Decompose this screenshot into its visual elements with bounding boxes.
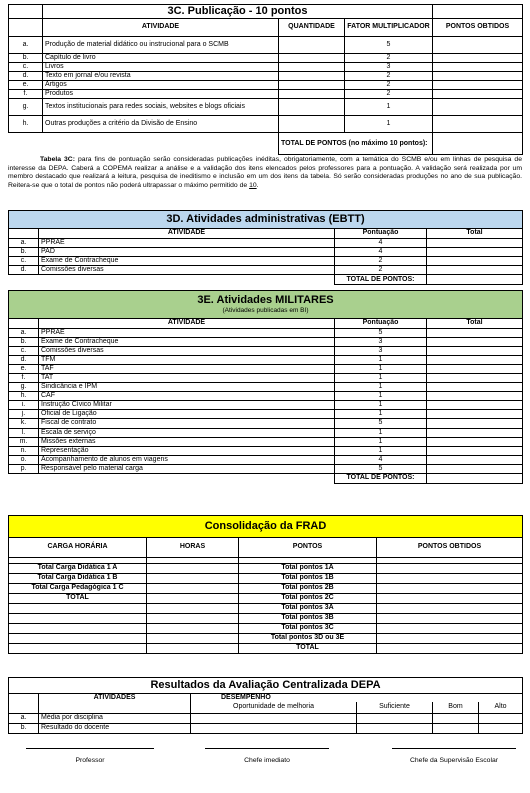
- mil-row: [9, 329, 523, 338]
- row-pontuacao: 1: [335, 365, 427, 374]
- mil-row: [9, 428, 523, 437]
- adm-row: [9, 239, 523, 248]
- row-pontos-obtidos[interactable]: [433, 37, 523, 54]
- row-total[interactable]: [427, 329, 523, 338]
- frad-row: [9, 584, 523, 594]
- frad-carga: [9, 644, 147, 654]
- row-letter: b.: [9, 723, 39, 733]
- signature-chefe-imediato: Chefe imediato: [205, 748, 329, 765]
- depa-row: [9, 713, 523, 723]
- publicacao-row: [9, 72, 523, 81]
- mil-row: [9, 419, 523, 428]
- row-letter: f.: [9, 374, 39, 383]
- row-pontos-obtidos[interactable]: [433, 81, 523, 90]
- row-total[interactable]: [427, 383, 523, 392]
- header-fator: FATOR MULTIPLICADOR: [345, 19, 433, 37]
- row-letter: b.: [9, 54, 43, 63]
- frad-header-horas: HORAS: [147, 538, 239, 558]
- frad-horas[interactable]: [147, 584, 239, 594]
- row-atividade: Produção de material didático ou instrucional para o SCMB: [43, 37, 279, 54]
- row-total[interactable]: [427, 374, 523, 383]
- signature-professor: Professor: [26, 748, 154, 765]
- tabela-3c-note: Tabela 3C: para fins de pontuação serão consideradas publicações inéditas, obrigatoriamente, com a temática do SCMB e/ou em linhas de pesquisa de interesse da DEPA. Caberá a COPEMA realizar a análise e a validação dos itens elencados pelos professores para a pontuação. A validação será realizada por um membro destacado que realizará a leitura, pesquisa de ineditismo e inclusão em um dos itens da tabela. Só serão consideradas produções no ano de sua publicação. Reitera-se que o total de pontos não poderá ultrapassar o máximo permitido de 10.: [8, 156, 522, 190]
- section-administrativas: [8, 210, 522, 285]
- row-total[interactable]: [427, 338, 523, 347]
- publicacao-total-value[interactable]: [433, 133, 523, 155]
- row-quantidade[interactable]: [279, 54, 345, 63]
- section-publicacao: [8, 4, 522, 155]
- row-atividade: Representação: [39, 446, 335, 455]
- frad-obtidos[interactable]: [377, 604, 523, 614]
- mil-header-atividade: ATIVIDADE: [39, 319, 335, 329]
- row-atividade: Textos institucionais para redes sociais, websites e blogs oficiais: [43, 99, 279, 116]
- frad-carga: Total Carga Didática 1 A: [9, 564, 147, 574]
- adm-header-total: Total: [427, 229, 523, 239]
- frad-horas[interactable]: [147, 594, 239, 604]
- row-letter: p.: [9, 464, 39, 473]
- row-pontuacao: 5: [335, 329, 427, 338]
- row-letter: a.: [9, 37, 43, 54]
- frad-carga: TOTAL: [9, 594, 147, 604]
- row-total[interactable]: [427, 464, 523, 473]
- frad-horas[interactable]: [147, 614, 239, 624]
- depa-level-oportunidade: Oportunidade de melhoria: [191, 702, 357, 713]
- row-pontuacao: 4: [335, 248, 427, 257]
- row-atividade: Comissões diversas: [39, 347, 335, 356]
- frad-obtidos[interactable]: [377, 644, 523, 654]
- row-atividade: Acompanhamento de alunos em viagens: [39, 455, 335, 464]
- mil-row: [9, 437, 523, 446]
- publicacao-row: [9, 116, 523, 133]
- row-fator: 1: [345, 99, 433, 116]
- frad-obtidos[interactable]: [377, 634, 523, 644]
- row-atividade: CAF: [39, 392, 335, 401]
- publicacao-title: 3C. Publicação - 10 pontos: [43, 5, 433, 19]
- frad-horas[interactable]: [147, 564, 239, 574]
- row-atividade: Sindicância e IPM: [39, 383, 335, 392]
- frad-pontos: Total pontos 3D ou 3E: [239, 634, 377, 644]
- row-pontuacao: 2: [335, 266, 427, 275]
- section-depa: [8, 677, 522, 734]
- row-fator: 2: [345, 72, 433, 81]
- depa-level-suficiente: Suficiente: [357, 702, 433, 713]
- row-letter: d.: [9, 356, 39, 365]
- row-quantidade[interactable]: [279, 72, 345, 81]
- row-letter: j.: [9, 410, 39, 419]
- frad-pontos: TOTAL: [239, 644, 377, 654]
- depa-level-bom: Bom: [433, 702, 479, 713]
- adm-row: [9, 257, 523, 266]
- row-letter: e.: [9, 81, 43, 90]
- mil-row: [9, 338, 523, 347]
- adm-header-atividade: ATIVIDADE: [39, 229, 335, 239]
- row-letter: k.: [9, 419, 39, 428]
- depa-level-cell[interactable]: [479, 713, 523, 723]
- row-letter: b.: [9, 338, 39, 347]
- row-atividade: Média por disciplina: [39, 713, 191, 723]
- row-pontuacao: 3: [335, 347, 427, 356]
- mil-row: [9, 464, 523, 473]
- frad-pontos: Total pontos 2C: [239, 594, 377, 604]
- row-atividade: Resultado do docente: [39, 723, 191, 733]
- mil-header-pontuacao: Pontuação: [335, 319, 427, 329]
- publicacao-row: [9, 63, 523, 72]
- row-atividade: PPRAE: [39, 329, 335, 338]
- frad-horas[interactable]: [147, 604, 239, 614]
- row-atividade: Texto em jornal e/ou revista: [43, 72, 279, 81]
- publicacao-row: [9, 99, 523, 116]
- row-pontuacao: 1: [335, 410, 427, 419]
- row-total[interactable]: [427, 365, 523, 374]
- row-pontuacao: 3: [335, 338, 427, 347]
- row-pontuacao: 4: [335, 455, 427, 464]
- row-fator: 5: [345, 37, 433, 54]
- publicacao-row: [9, 90, 523, 99]
- row-pontuacao: 1: [335, 437, 427, 446]
- header-atividade: ATIVIDADE: [43, 19, 279, 37]
- row-atividade: TFM: [39, 356, 335, 365]
- row-total[interactable]: [427, 248, 523, 257]
- row-atividade: Outras produções a critério da Divisão de Ensino: [43, 116, 279, 133]
- frad-obtidos[interactable]: [377, 614, 523, 624]
- depa-level-alto: Alto: [479, 702, 523, 713]
- mil-total-label: TOTAL DE PONTOS:: [335, 473, 427, 483]
- row-pontuacao: 2: [335, 257, 427, 266]
- row-fator: 2: [345, 81, 433, 90]
- frad-row: [9, 604, 523, 614]
- row-letter: d.: [9, 72, 43, 81]
- row-quantidade[interactable]: [279, 99, 345, 116]
- section-militares: [8, 290, 522, 484]
- frad-carga: [9, 634, 147, 644]
- mil-row: [9, 383, 523, 392]
- mil-row: [9, 365, 523, 374]
- row-letter: a.: [9, 239, 39, 248]
- depa-level-cell[interactable]: [479, 723, 523, 733]
- frad-carga: Total Carga Pedagógica 1 C: [9, 584, 147, 594]
- row-total[interactable]: [427, 239, 523, 248]
- militares-title: 3E. Atividades MILITARES (Atividades publicadas em BI): [9, 291, 523, 319]
- row-letter: a.: [9, 713, 39, 723]
- frad-carga: [9, 604, 147, 614]
- row-pontos-obtidos[interactable]: [433, 54, 523, 63]
- row-fator: 3: [345, 63, 433, 72]
- row-letter: l.: [9, 428, 39, 437]
- militares-subtitle: (Atividades publicadas em BI): [222, 307, 309, 315]
- row-fator: 2: [345, 54, 433, 63]
- row-atividade: Fiscal de contrato: [39, 419, 335, 428]
- row-pontuacao: 1: [335, 401, 427, 410]
- row-atividade: Exame de Contracheque: [39, 257, 335, 266]
- row-atividade: Responsável pelo material carga: [39, 464, 335, 473]
- frad-horas[interactable]: [147, 634, 239, 644]
- row-total[interactable]: [427, 266, 523, 275]
- row-letter: c.: [9, 257, 39, 266]
- publicacao-total-label: TOTAL DE PONTOS (no máximo 10 pontos):: [279, 133, 433, 155]
- row-fator: 1: [345, 116, 433, 133]
- adm-header-pontuacao: Pontuação: [335, 229, 427, 239]
- frad-pontos: Total pontos 3B: [239, 614, 377, 624]
- administrativas-title: 3D. Atividades administrativas (EBTT): [9, 211, 523, 229]
- row-fator: 2: [345, 90, 433, 99]
- mil-row: [9, 347, 523, 356]
- row-total[interactable]: [427, 347, 523, 356]
- row-pontos-obtidos[interactable]: [433, 72, 523, 81]
- row-atividade: Exame de Contracheque: [39, 338, 335, 347]
- frad-pontos: Total pontos 3C: [239, 624, 377, 634]
- row-pontuacao: 1: [335, 428, 427, 437]
- row-atividade: Capítulo de livro: [43, 54, 279, 63]
- frad-row: [9, 644, 523, 654]
- row-pontos-obtidos[interactable]: [433, 116, 523, 133]
- row-letter: h.: [9, 116, 43, 133]
- section-frad: [8, 515, 522, 654]
- frad-horas[interactable]: [147, 624, 239, 634]
- row-letter: f.: [9, 90, 43, 99]
- row-quantidade[interactable]: [279, 37, 345, 54]
- frad-table: [8, 515, 523, 654]
- row-atividade: PPRAE: [39, 239, 335, 248]
- row-quantidade[interactable]: [279, 81, 345, 90]
- publicacao-row: [9, 81, 523, 90]
- mil-row: [9, 455, 523, 464]
- row-letter: m.: [9, 437, 39, 446]
- frad-title: Consolidação da FRAD: [9, 516, 523, 538]
- row-pontuacao: 5: [335, 419, 427, 428]
- depa-table: [8, 677, 523, 734]
- row-pontos-obtidos[interactable]: [433, 63, 523, 72]
- signature-chefe-supervisao: Chefe da Supervisão Escolar: [392, 748, 516, 765]
- frad-obtidos[interactable]: [377, 564, 523, 574]
- depa-row: [9, 723, 523, 733]
- row-letter: h.: [9, 392, 39, 401]
- depa-level-cell[interactable]: [433, 713, 479, 723]
- row-letter: d.: [9, 266, 39, 275]
- depa-level-cell[interactable]: [357, 723, 433, 733]
- row-atividade: Livros: [43, 63, 279, 72]
- frad-row: [9, 624, 523, 634]
- row-pontos-obtidos[interactable]: [433, 90, 523, 99]
- frad-pontos: Total pontos 2B: [239, 584, 377, 594]
- row-letter: b.: [9, 248, 39, 257]
- mil-row: [9, 392, 523, 401]
- row-total[interactable]: [427, 401, 523, 410]
- row-total[interactable]: [427, 419, 523, 428]
- frad-horas[interactable]: [147, 574, 239, 584]
- adm-row: [9, 248, 523, 257]
- frad-row: [9, 614, 523, 624]
- row-atividade: Comissões diversas: [39, 266, 335, 275]
- frad-header-carga: CARGA HORÁRIA: [9, 538, 147, 558]
- row-quantidade[interactable]: [279, 90, 345, 99]
- frad-carga: Total Carga Didática 1 B: [9, 574, 147, 584]
- row-pontos-obtidos[interactable]: [433, 99, 523, 116]
- row-total[interactable]: [427, 428, 523, 437]
- row-total[interactable]: [427, 455, 523, 464]
- mil-row: [9, 401, 523, 410]
- adm-row: [9, 266, 523, 275]
- row-letter: g.: [9, 383, 39, 392]
- header-pontos-obtidos: PONTOS OBTIDOS: [433, 19, 523, 37]
- frad-carga: [9, 614, 147, 624]
- frad-header-obtidos: PONTOS OBTIDOS: [377, 538, 523, 558]
- frad-carga: [9, 624, 147, 634]
- row-quantidade[interactable]: [279, 63, 345, 72]
- row-letter: o.: [9, 455, 39, 464]
- frad-obtidos[interactable]: [377, 584, 523, 594]
- row-pontuacao: 1: [335, 392, 427, 401]
- frad-row: [9, 594, 523, 604]
- row-total[interactable]: [427, 356, 523, 365]
- header-quantidade: QUANTIDADE: [279, 19, 345, 37]
- mil-header-total: Total: [427, 319, 523, 329]
- depa-header-desempenho: DESEMPENHO: [191, 694, 357, 703]
- mil-total-value[interactable]: [427, 473, 523, 483]
- row-atividade: Artigos: [43, 81, 279, 90]
- row-total[interactable]: [427, 257, 523, 266]
- row-quantidade[interactable]: [279, 116, 345, 133]
- frad-row: [9, 634, 523, 644]
- mil-row: [9, 446, 523, 455]
- frad-row: [9, 564, 523, 574]
- frad-obtidos[interactable]: [377, 574, 523, 584]
- row-total[interactable]: [427, 410, 523, 419]
- row-letter: i.: [9, 401, 39, 410]
- depa-level-cell[interactable]: [191, 713, 357, 723]
- frad-row: [9, 574, 523, 584]
- depa-header-atividades: ATIVIDADES: [39, 694, 191, 703]
- row-atividade: Missões externas: [39, 437, 335, 446]
- row-atividade: Oficial de Ligação: [39, 410, 335, 419]
- row-pontuacao: 1: [335, 446, 427, 455]
- row-atividade: Escala de serviço: [39, 428, 335, 437]
- frad-pontos: Total pontos 3A: [239, 604, 377, 614]
- administrativas-table: [8, 210, 523, 285]
- frad-obtidos[interactable]: [377, 624, 523, 634]
- publicacao-row: [9, 37, 523, 54]
- row-pontuacao: 5: [335, 464, 427, 473]
- row-letter: a.: [9, 329, 39, 338]
- mil-row: [9, 410, 523, 419]
- publicacao-row: [9, 54, 523, 63]
- mil-row: [9, 356, 523, 365]
- adm-total-label: TOTAL DE PONTOS:: [335, 275, 427, 285]
- row-pontuacao: 1: [335, 374, 427, 383]
- frad-pontos: Total pontos 1A: [239, 564, 377, 574]
- row-pontuacao: 4: [335, 239, 427, 248]
- depa-level-cell[interactable]: [191, 723, 357, 733]
- militares-table: [8, 290, 523, 484]
- depa-level-cell[interactable]: [433, 723, 479, 733]
- row-letter: g.: [9, 99, 43, 116]
- row-letter: c.: [9, 63, 43, 72]
- row-atividade: Produtos: [43, 90, 279, 99]
- adm-total-value[interactable]: [427, 275, 523, 285]
- depa-level-cell[interactable]: [357, 713, 433, 723]
- frad-obtidos[interactable]: [377, 594, 523, 604]
- row-letter: e.: [9, 365, 39, 374]
- frad-pontos: Total pontos 1B: [239, 574, 377, 584]
- row-atividade: TAT: [39, 374, 335, 383]
- frad-horas[interactable]: [147, 644, 239, 654]
- row-total[interactable]: [427, 446, 523, 455]
- depa-title: Resultados da Avaliação Centralizada DEPA: [9, 678, 523, 694]
- mil-row: [9, 374, 523, 383]
- row-total[interactable]: [427, 392, 523, 401]
- row-pontuacao: 1: [335, 356, 427, 365]
- row-pontuacao: 1: [335, 383, 427, 392]
- row-total[interactable]: [427, 437, 523, 446]
- row-letter: n.: [9, 446, 39, 455]
- publicacao-table: [8, 4, 523, 155]
- row-atividade: Instrução Cívico Militar: [39, 401, 335, 410]
- row-atividade: TAF: [39, 365, 335, 374]
- row-letter: c.: [9, 347, 39, 356]
- row-atividade: PAD: [39, 248, 335, 257]
- frad-header-pontos: PONTOS: [239, 538, 377, 558]
